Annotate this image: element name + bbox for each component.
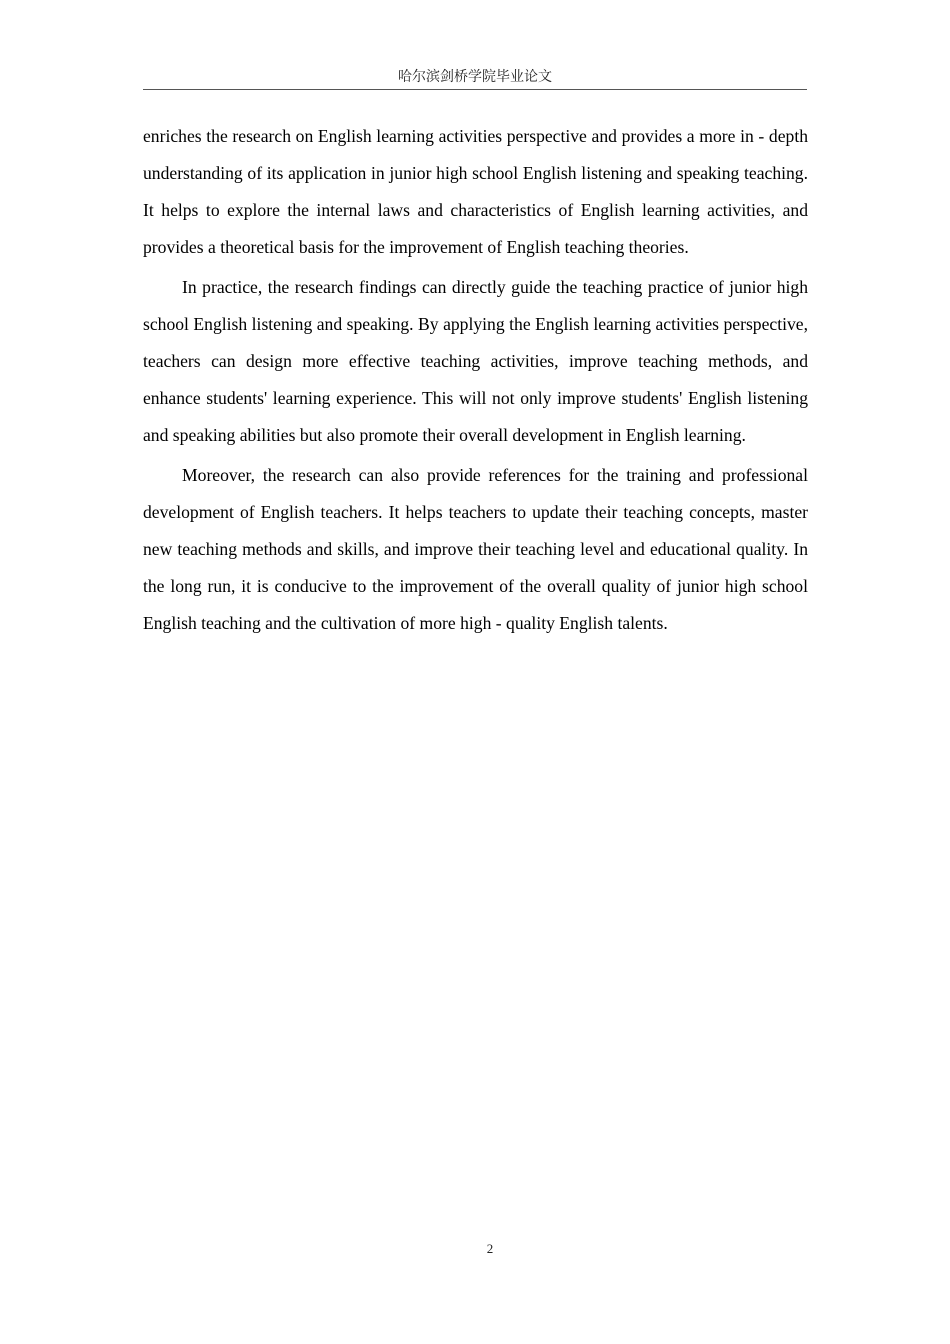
paragraph-teacher-development: Moreover, the research can also provide references for the training and professional development of English teachers. It helps teachers to update their teaching concepts, master new teaching methods and skills, and improve their teaching level and educational quality. In the long run, it is conducive to the improvement of the overall quality of junior high school English teaching and the cultivation of more high - quality English talents. [143,465,808,633]
page-header-title: 哈尔滨剑桥学院毕业论文 [398,69,552,85]
paragraph-continuation: enriches the research on English learning activities perspective and provides a more in - depth understanding of its application in junior high school English listening and speaking teaching. It helps to explore the internal laws and characteristics of English learning activities, and provides a theoretical basis for the improvement of English teaching theories. [143,126,808,257]
body-text [143,118,808,645]
paragraph-practice: In practice, the research findings can directly guide the teaching practice of junior high school English listening and speaking. By applying the English learning activities perspective, teachers can design more effective teaching activities, improve teaching methods, and enhance students' learning experience. This will not only improve students' English listening and speaking abilities but also promote their overall development in English learning. [143,277,808,445]
page-number: 2 [486,1241,494,1256]
header-divider [143,89,807,90]
